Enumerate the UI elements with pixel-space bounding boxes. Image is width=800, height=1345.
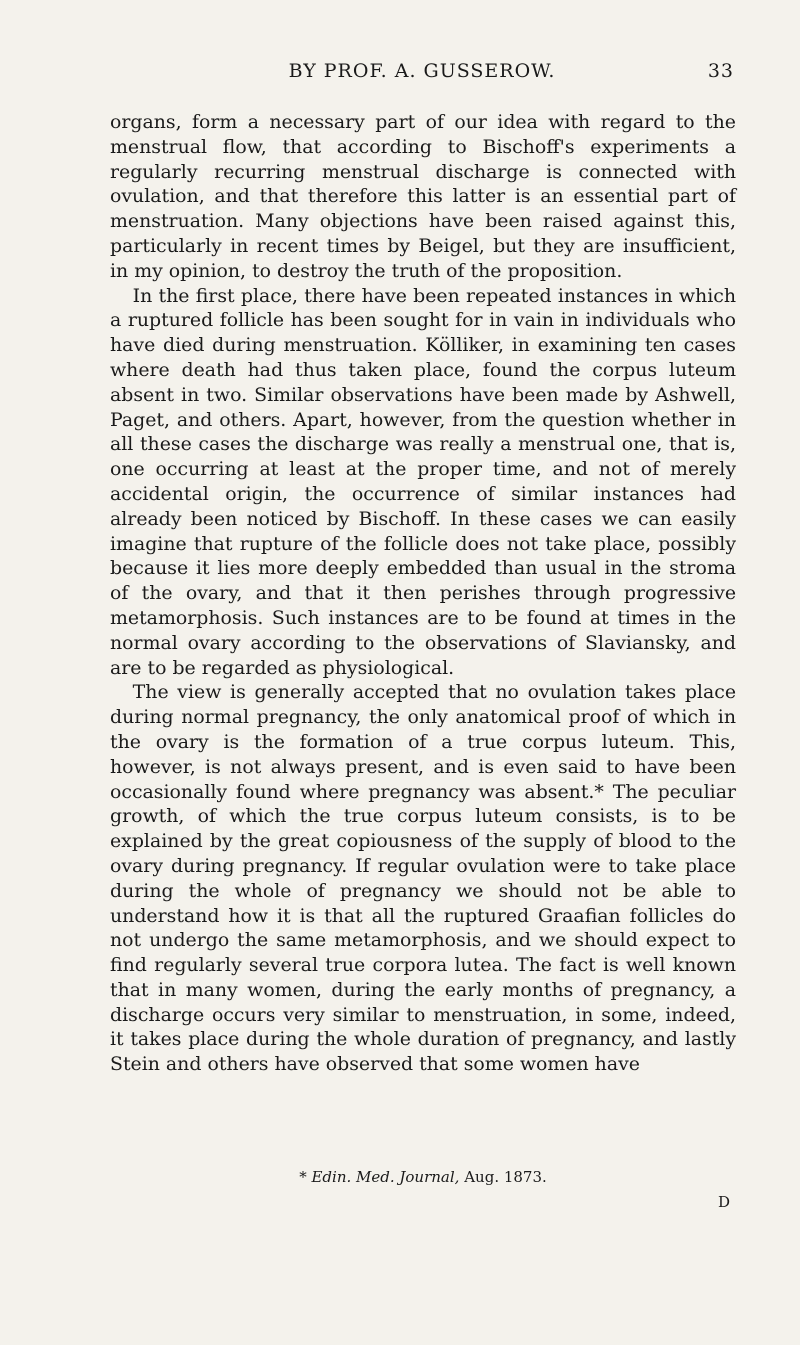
footnote-journal: Edin. Med. Journal, bbox=[311, 1168, 460, 1186]
paragraph-1: organs, form a necessary part of our idea with regard to the menstrual flow, that according to Bischoff's experiments a regularly recurring menstrual discharge is connected with ovulation, and that therefore this latter is an essential part of menstruation. Many objections have been raised against this, particularly in recent times by Beigel, but they are insufficient, in my opinion, to destroy the truth of the proposition. bbox=[110, 111, 736, 282]
paragraph-3: The view is generally accepted that no ovulation takes place during normal pregnancy, the only anatomical proof of which in the ovary is the formation of a true corpus luteum. This, however, is not always present, and is even said to have been occasionally found where pregnancy was absent.* The peculiar growth, of which the true corpus luteum consists, is to be explained by the great copiousness of the supply of blood to the ovary during pregnancy. If regular ovulation were to take place during the whole of pregnancy we should not be able to understand how it is that all the ruptured Graafian follicles do not undergo the same metamorphosis, and we should expect to find regularly several true corpora lutea. The fact is well known that in many women, during the early months of pregnancy, a discharge occurs very similar to menstruation, in some, indeed, it takes place during the whole duration of pregnancy, and lastly Stein and others have observed that some women have bbox=[110, 681, 736, 1076]
running-head: BY PROF. A. GUSSEROW. bbox=[288, 60, 556, 82]
footnote bbox=[110, 1168, 736, 1186]
body-text bbox=[110, 110, 736, 1077]
paragraph-2: In the first place, there have been repeated instances in which a ruptured follicle has been sought for in vain in individuals who have died during menstruation. Kölliker, in examining ten cases where death had thus taken place, found the corpus luteum absent in two. Similar observations have been made by Ashwell, Paget, and others. Apart, however, from the question whether in all these cases the discharge was really a menstrual one, that is, one occurring at least at the proper time, and not of merely accidental origin, the occurrence of similar instances had already been noticed by Bischoff. In these cases we can easily imagine that rupture of the follicle does not take place, possibly because it lies more deeply embedded than usual in the stroma of the ovary, and that it then perishes through progressive metamorphosis. Such instances are to be found at times in the normal ovary according to the observations of Slaviansky, and are to be regarded as physiological. bbox=[110, 284, 736, 679]
page-header bbox=[110, 60, 734, 90]
footnote-date: Aug. 1873. bbox=[464, 1168, 547, 1186]
signature-mark: D bbox=[718, 1193, 731, 1211]
page-number: 33 bbox=[707, 60, 734, 82]
footnote-marker: * bbox=[299, 1168, 307, 1186]
